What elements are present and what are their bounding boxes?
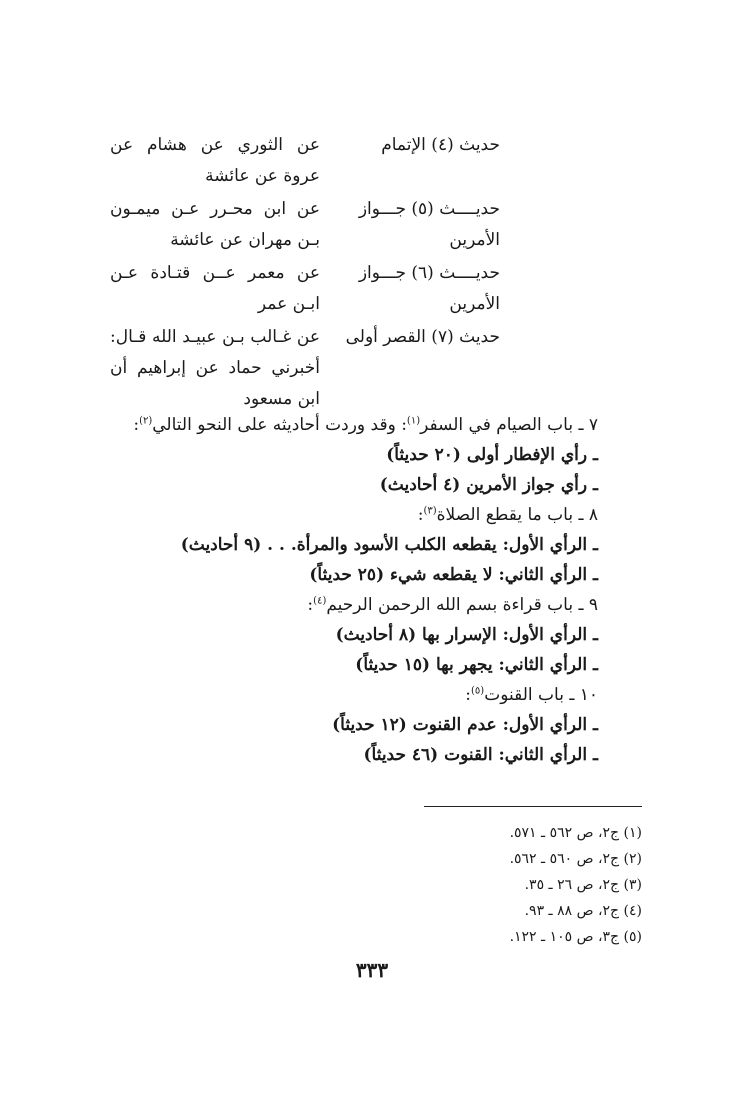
- section-9-heading: ٩ ـ باب قراءة بسم الله الرحمن الرحيم$^{(٤)}$:: [307, 595, 598, 615]
- page-number: ٣٣٣: [355, 958, 389, 982]
- footnote: (٤) ج٢، ص ٨٨ ـ ٩٣.: [524, 903, 642, 919]
- opinion-line: ـ الرأي الثاني: يجهر بها (١٥ حديثاً): [355, 655, 598, 675]
- footnote: (١) ج٢، ص ٥٦٢ ـ ٥٧١.: [509, 825, 642, 841]
- hadith-row: [100, 322, 500, 415]
- footnote-ref: (٥): [471, 685, 485, 697]
- opinion-line: ـ الرأي الثاني: القنوت (٤٦ حديثاً): [363, 745, 598, 765]
- opinion-line: ـ الرأي الأول: عدم القنوت (١٢ حديثاً): [332, 715, 598, 735]
- hadith-row: [100, 130, 500, 192]
- footnote: (٢) ج٢، ص ٥٦٠ ـ ٥٦٢.: [509, 851, 642, 867]
- section-8-heading: ٨ ـ باب ما يقطع الصلاة$^{(٣)}$:: [417, 505, 598, 525]
- hadith-label: حديــــث (٦) جـــواز الأمرين: [358, 263, 500, 314]
- hadith-chain: عن معمر عــن قتـادة عـن ابـن عمر: [110, 263, 320, 314]
- opinion-line: ـ رأي الإفطار أولى (٢٠ حديثاً): [386, 445, 598, 465]
- footnote: (٥) ج٣، ص ١٠٥ ـ ١٢٢.: [509, 929, 642, 945]
- opinion-line: ـ الرأي الأول: الإسرار بها (٨ أحاديث): [335, 625, 598, 645]
- hadith-row: [100, 194, 500, 256]
- section-10-heading: ١٠ ـ باب القنوت$^{(٥)}$:: [465, 685, 598, 705]
- footnote-ref: (٢): [139, 415, 153, 427]
- hadith-row: [100, 258, 500, 320]
- hadith-chain: عن الثوري عن هشام عن عروة عن عائشة: [110, 135, 320, 186]
- footnote-divider: [424, 806, 642, 807]
- footnotes: [342, 820, 642, 950]
- opinion-line: ـ الرأي الأول: يقطعه الكلب الأسود والمرأة. . . (٩ أحاديث): [180, 535, 598, 555]
- body-text: [38, 410, 598, 770]
- hadith-chain: عن ابن محـرر عـن ميمـون بـن مهران عن عائشة: [110, 199, 320, 250]
- hadith-label: حديــــث (٥) جـــواز الأمرين: [358, 199, 500, 250]
- hadith-label: حديث (٧) القصر أولى: [345, 327, 500, 347]
- opinion-line: ـ رأي جواز الأمرين (٤ أحاديث): [379, 475, 598, 495]
- footnote-ref: (١): [406, 415, 421, 427]
- section-7-heading: ٧ ـ باب الصيام في السفر$^{(١)}$: وقد وردت أحاديثه على النحو التالي$^{(٢)}$:: [133, 415, 598, 435]
- hadith-chain: عن غـالب بـن عبيـد الله قـال: أخبرني حماد عن إبراهيم أن ابن مسعود: [110, 327, 320, 409]
- opinion-line: ـ الرأي الثاني: لا يقطعه شيء (٢٥ حديثاً): [309, 565, 598, 585]
- footnote: (٣) ج٢، ص ٢٦ ـ ٣٥.: [524, 877, 642, 893]
- hadith-label: حديث (٤) الإتمام: [381, 135, 500, 155]
- footnote-ref: (٤): [313, 595, 327, 607]
- footnote-ref: (٣): [423, 505, 437, 517]
- hadith-table: [100, 130, 500, 417]
